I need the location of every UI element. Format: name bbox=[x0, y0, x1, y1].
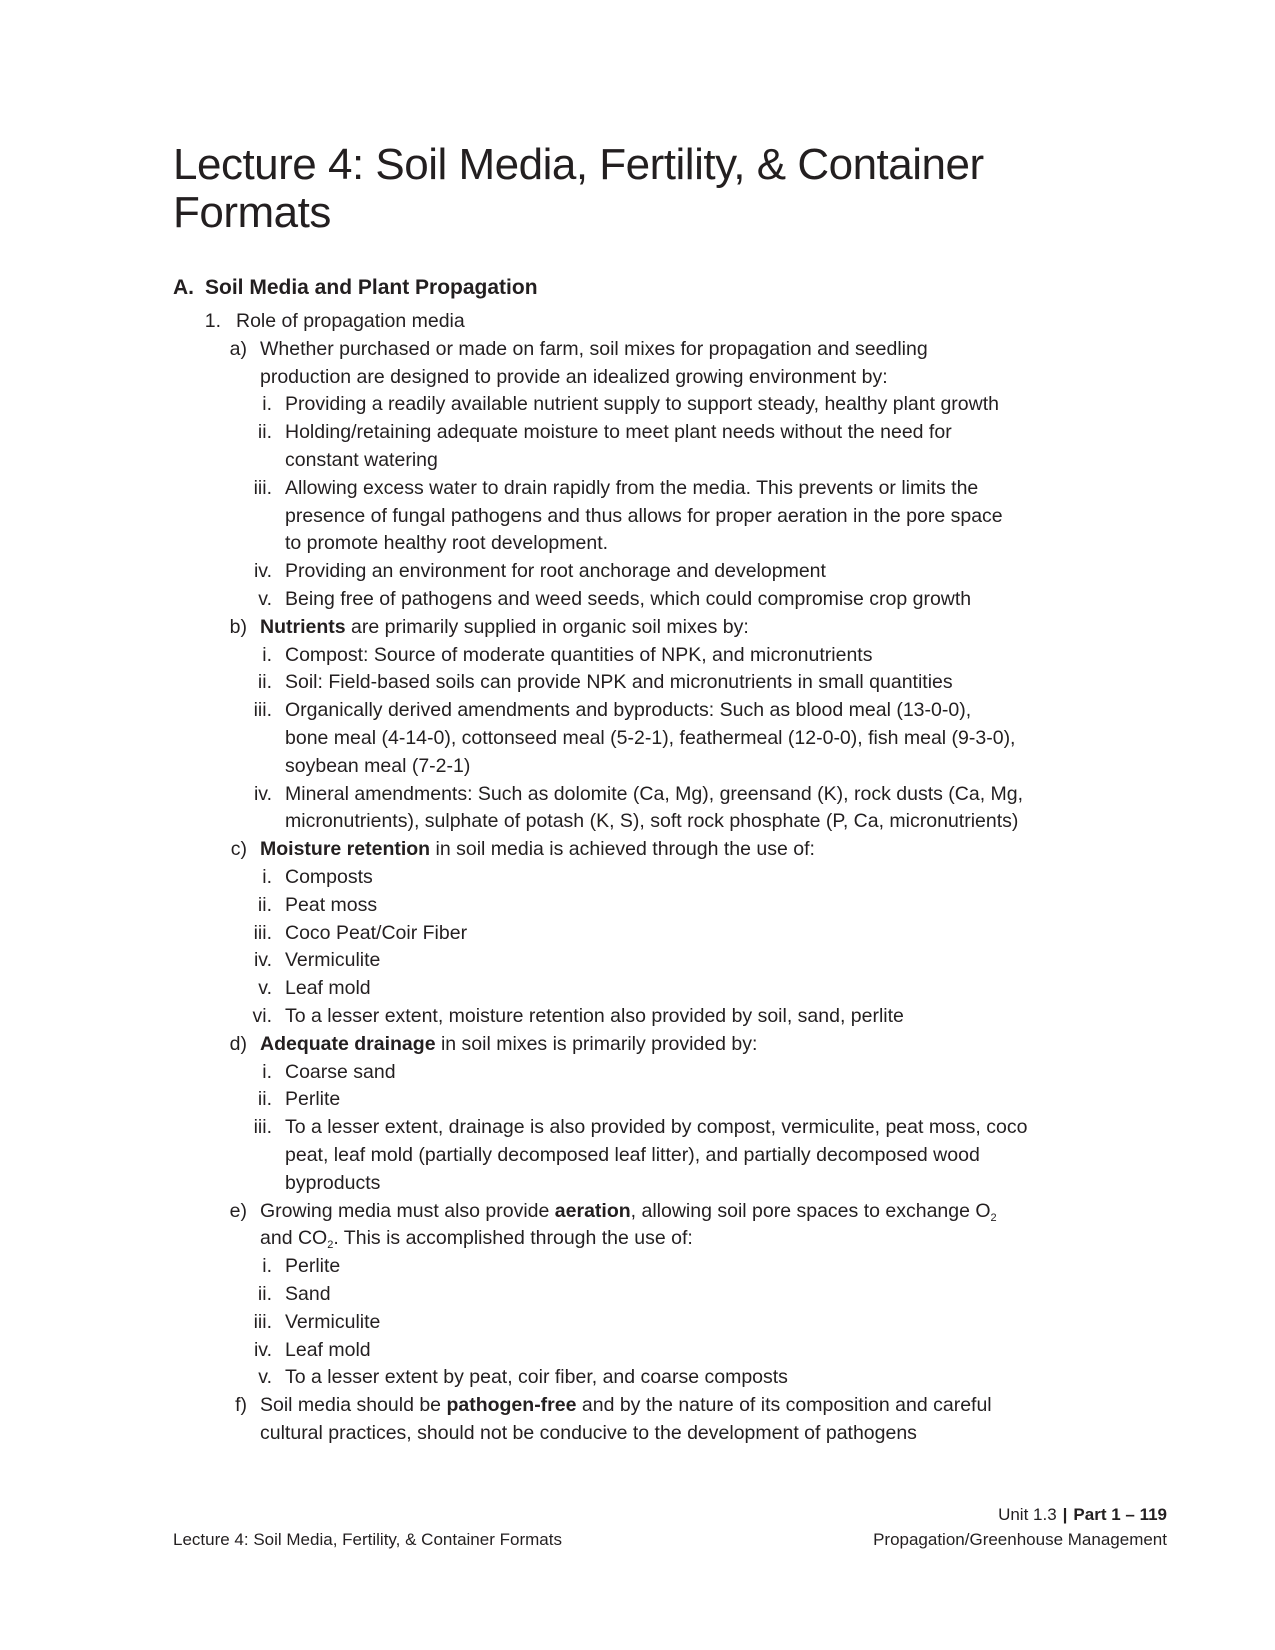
list-item-text bbox=[260, 1199, 997, 1223]
outline-line-item-a bbox=[0, 337, 1275, 361]
text-run: and by the nature of its composition and careful bbox=[576, 1394, 992, 1417]
text-run: constant watering bbox=[285, 449, 438, 471]
list-marker: iv. bbox=[253, 782, 272, 805]
text-run: Sand bbox=[285, 1283, 331, 1305]
outline-line-item-e bbox=[0, 1199, 1275, 1223]
list-marker: c) bbox=[230, 838, 247, 861]
outline-line-item-f bbox=[0, 1393, 1275, 1417]
outline-line-a-subitem-3-cont bbox=[0, 504, 1275, 528]
text-run: Compost: Source of moderate quantities of NPK, and micronutrients bbox=[285, 643, 873, 666]
text-run: Organically derived amendments and byproducts: Such as blood meal (13-0-0), bbox=[285, 699, 972, 722]
list-item-text bbox=[236, 309, 465, 333]
list-marker: iii. bbox=[253, 921, 272, 944]
outline-line-e-subitem-5 bbox=[0, 1365, 1275, 1389]
list-marker: iii. bbox=[253, 476, 272, 499]
footer-separator: | bbox=[1062, 1505, 1068, 1524]
list-item-text bbox=[285, 865, 373, 889]
list-item-text bbox=[285, 670, 953, 694]
outline-line-a-subitem-1 bbox=[0, 392, 1275, 416]
list-item-text bbox=[285, 1365, 788, 1389]
text-run: Leaf mold bbox=[285, 1338, 371, 1361]
list-item-text bbox=[285, 698, 971, 722]
list-marker: e) bbox=[229, 1199, 247, 1222]
list-marker: i. bbox=[262, 643, 272, 666]
outline-line-c-subitem-5 bbox=[0, 976, 1275, 1000]
text-run: Providing a readily available nutrient supply to support steady, healthy plant growth bbox=[285, 393, 999, 416]
list-marker: 1. bbox=[204, 310, 221, 332]
outline-line-item-f-cont bbox=[0, 1421, 1275, 1445]
list-marker: ii. bbox=[257, 1088, 272, 1111]
list-item-text bbox=[260, 615, 749, 639]
outline-line-c-subitem-3 bbox=[0, 921, 1275, 945]
text-run: and CO bbox=[260, 1227, 328, 1250]
outline-line-b-subitem-4 bbox=[0, 782, 1275, 806]
text-run: Soil media should be bbox=[260, 1394, 447, 1417]
list-item-text bbox=[285, 448, 438, 472]
text-run: presence of fungal pathogens and thus allows for proper aeration in the pore space bbox=[285, 504, 1003, 527]
list-marker: i. bbox=[262, 1255, 272, 1278]
text-run: Peat moss bbox=[285, 893, 378, 916]
text-run: To a lesser extent, drainage is also provided by compost, vermiculite, peat moss, coco bbox=[285, 1116, 1028, 1139]
list-item-text bbox=[285, 1087, 340, 1111]
list-item-text bbox=[260, 365, 888, 389]
list-item-text bbox=[285, 1115, 1027, 1139]
list-item-text bbox=[285, 948, 380, 972]
outline-line-c-subitem-6 bbox=[0, 1004, 1275, 1028]
text-run: Soil: Field-based soils can provide NPK and micronutrients in small quantities bbox=[285, 671, 953, 694]
outline-line-b-subitem-3 bbox=[0, 698, 1275, 722]
outline-line-c-subitem-2 bbox=[0, 893, 1275, 917]
list-item-text bbox=[260, 837, 815, 861]
list-item-text bbox=[285, 976, 371, 1000]
outline-line-item-c bbox=[0, 837, 1275, 861]
list-item-text bbox=[285, 559, 826, 583]
list-item-text bbox=[285, 1310, 380, 1334]
text-run: To a lesser extent by peat, coir fiber, and coarse composts bbox=[285, 1366, 788, 1389]
text-run: micronutrients), sulphate of potash (K, S), soft rock phosphate (P, Ca, micronutrients) bbox=[285, 810, 1019, 833]
outline-line-a-subitem-4 bbox=[0, 559, 1275, 583]
outline-line-c-subitem-1 bbox=[0, 865, 1275, 889]
list-marker: f) bbox=[235, 1394, 247, 1417]
outline-line-d-subitem-2 bbox=[0, 1087, 1275, 1111]
text-run: in soil media is achieved through the use of: bbox=[430, 838, 815, 861]
list-item-text bbox=[285, 809, 1018, 833]
section-heading-text: Soil Media and Plant Propagation bbox=[205, 276, 538, 299]
text-run: Vermiculite bbox=[285, 949, 381, 972]
list-marker: ii. bbox=[257, 1283, 272, 1305]
list-item-text bbox=[285, 1254, 340, 1278]
outline-line-e-subitem-3 bbox=[0, 1310, 1275, 1334]
text-run: Holding/retaining adequate moisture to meet plant needs without the need for bbox=[285, 421, 952, 444]
outline-line-d-subitem-3-cont bbox=[0, 1171, 1275, 1195]
text-run: Growing media must also provide bbox=[260, 1199, 555, 1222]
footer-part: Part 1 – 119 bbox=[1073, 1505, 1167, 1524]
text-run: Coco Peat/Coir Fiber bbox=[285, 921, 468, 944]
list-item-text bbox=[285, 1338, 371, 1362]
subscript: 2 bbox=[327, 1239, 334, 1252]
text-run: soybean meal (7-2-1) bbox=[285, 754, 471, 777]
list-marker: ii. bbox=[257, 671, 272, 694]
list-marker: iii. bbox=[253, 699, 272, 722]
list-item-text bbox=[285, 531, 608, 555]
bold-term: Nutrients bbox=[260, 615, 346, 638]
list-item-text bbox=[260, 1393, 992, 1417]
text-run: Perlite bbox=[285, 1255, 341, 1278]
list-item-text bbox=[285, 921, 467, 945]
outline-line-c-subitem-4 bbox=[0, 948, 1275, 972]
list-marker: ii. bbox=[257, 893, 272, 916]
list-marker: b) bbox=[229, 615, 247, 638]
outline-line-item-1 bbox=[0, 309, 1275, 333]
text-run: , allowing soil pore spaces to exchange O bbox=[630, 1199, 991, 1222]
outline-line-a-subitem-3 bbox=[0, 476, 1275, 500]
list-item-text bbox=[285, 1143, 980, 1167]
list-marker: v. bbox=[258, 977, 272, 1000]
footer-unit: Unit 1.3 bbox=[998, 1505, 1057, 1524]
list-marker: iv. bbox=[253, 949, 272, 972]
list-item-text bbox=[285, 392, 999, 416]
list-marker: vi. bbox=[252, 1005, 272, 1027]
text-run: Coarse sand bbox=[285, 1060, 396, 1083]
text-run: Whether purchased or made on farm, soil mixes for propagation and seedling bbox=[260, 337, 928, 360]
outline-line-b-subitem-2 bbox=[0, 670, 1275, 694]
list-item-text bbox=[285, 893, 377, 917]
outline-line-b-subitem-4-cont bbox=[0, 809, 1275, 833]
outline-line-b-subitem-3-cont bbox=[0, 754, 1275, 778]
list-item-text bbox=[285, 1282, 331, 1306]
bold-term: aeration bbox=[554, 1199, 631, 1222]
outline-line-b-subitem-1 bbox=[0, 643, 1275, 667]
list-marker: ii. bbox=[257, 421, 272, 444]
list-item-text bbox=[285, 782, 1023, 806]
list-item-text bbox=[285, 587, 971, 611]
list-item-text bbox=[285, 1060, 396, 1084]
list-marker: iii. bbox=[253, 1310, 272, 1333]
list-marker: i. bbox=[262, 1060, 272, 1083]
list-item-text bbox=[285, 1171, 380, 1195]
list-marker: d) bbox=[229, 1032, 247, 1055]
text-run: . This is accomplished through the use of: bbox=[333, 1227, 693, 1250]
section-heading bbox=[173, 276, 538, 300]
text-run: to promote healthy root development. bbox=[285, 532, 609, 555]
outline-line-item-b bbox=[0, 615, 1275, 639]
page-title: Lecture 4: Soil Media, Fertility, & Container Formats bbox=[173, 140, 984, 237]
list-marker: a) bbox=[229, 337, 247, 360]
bold-term: Adequate drainage bbox=[260, 1032, 436, 1055]
subscript: 2 bbox=[990, 1211, 997, 1224]
footer-lecture-title: Lecture 4: Soil Media, Fertility, & Container Formats bbox=[173, 1530, 562, 1549]
text-run: cultural practices, should not be conducive to the development of pathogens bbox=[260, 1422, 917, 1444]
list-item-text bbox=[260, 1421, 917, 1445]
outline-line-e-subitem-1 bbox=[0, 1254, 1275, 1278]
text-run: production are designed to provide an idealized growing environment by: bbox=[260, 365, 888, 388]
list-item-text bbox=[260, 1226, 693, 1250]
list-item-text bbox=[285, 643, 872, 667]
outline-line-item-e-cont bbox=[0, 1226, 1275, 1250]
text-run: Providing an environment for root anchorage and development bbox=[285, 560, 826, 583]
text-run: in soil mixes is primarily provided by: bbox=[435, 1032, 758, 1055]
outline-line-a-subitem-3-cont bbox=[0, 531, 1275, 555]
bold-term: pathogen-free bbox=[446, 1394, 577, 1417]
outline-line-d-subitem-1 bbox=[0, 1060, 1275, 1084]
list-item-text bbox=[285, 726, 1015, 750]
list-item-text bbox=[260, 337, 928, 361]
text-run: Role of propagation media bbox=[236, 310, 465, 332]
section-letter: A. bbox=[173, 276, 194, 299]
bold-term: Moisture retention bbox=[260, 838, 431, 861]
list-item-text bbox=[260, 1032, 757, 1056]
text-run: Leaf mold bbox=[285, 977, 371, 1000]
list-item-text bbox=[285, 476, 978, 500]
outline-line-e-subitem-4 bbox=[0, 1338, 1275, 1362]
outline-line-b-subitem-3-cont bbox=[0, 726, 1275, 750]
list-marker: v. bbox=[258, 1366, 272, 1389]
text-run: are primarily supplied in organic soil mixes by: bbox=[345, 615, 749, 638]
outline-line-item-d bbox=[0, 1032, 1275, 1056]
outline-line-item-a-cont bbox=[0, 365, 1275, 389]
footer-unit-part bbox=[998, 1505, 1167, 1525]
list-marker: i. bbox=[262, 393, 272, 416]
text-run: peat, leaf mold (partially decomposed leaf litter), and partially decomposed wood bbox=[285, 1144, 980, 1166]
text-run: Composts bbox=[285, 866, 373, 888]
outline-line-a-subitem-5 bbox=[0, 587, 1275, 611]
outline-line-d-subitem-3 bbox=[0, 1115, 1275, 1139]
list-marker: v. bbox=[258, 588, 272, 610]
list-marker: iii. bbox=[253, 1116, 272, 1139]
outline-line-d-subitem-3-cont bbox=[0, 1143, 1275, 1167]
text-run: Being free of pathogens and weed seeds, which could compromise crop growth bbox=[285, 588, 972, 610]
text-run: Perlite bbox=[285, 1088, 341, 1111]
list-item-text bbox=[285, 754, 470, 778]
text-run: Vermiculite bbox=[285, 1310, 381, 1333]
list-item-text bbox=[285, 420, 952, 444]
list-item-text bbox=[285, 504, 1003, 528]
text-run: Mineral amendments: Such as dolomite (Ca, Mg), greensand (K), rock dusts (Ca, Mg, bbox=[285, 782, 1024, 805]
list-item-text bbox=[285, 1004, 904, 1028]
list-marker: iv. bbox=[253, 560, 272, 583]
text-run: To a lesser extent, moisture retention also provided by soil, sand, perlite bbox=[285, 1005, 904, 1027]
outline-line-e-subitem-2 bbox=[0, 1282, 1275, 1306]
text-run: byproducts bbox=[285, 1171, 381, 1194]
outline-line-a-subitem-2 bbox=[0, 420, 1275, 444]
text-run: Allowing excess water to drain rapidly from the media. This prevents or limits the bbox=[285, 476, 979, 499]
outline-line-a-subitem-2-cont bbox=[0, 448, 1275, 472]
list-marker: iv. bbox=[253, 1338, 272, 1361]
list-marker: i. bbox=[262, 866, 272, 888]
text-run: bone meal (4-14-0), cottonseed meal (5-2-1), feathermeal (12-0-0), fish meal (9-3-0), bbox=[285, 727, 1016, 749]
footer-course-title: Propagation/Greenhouse Management bbox=[873, 1530, 1167, 1549]
